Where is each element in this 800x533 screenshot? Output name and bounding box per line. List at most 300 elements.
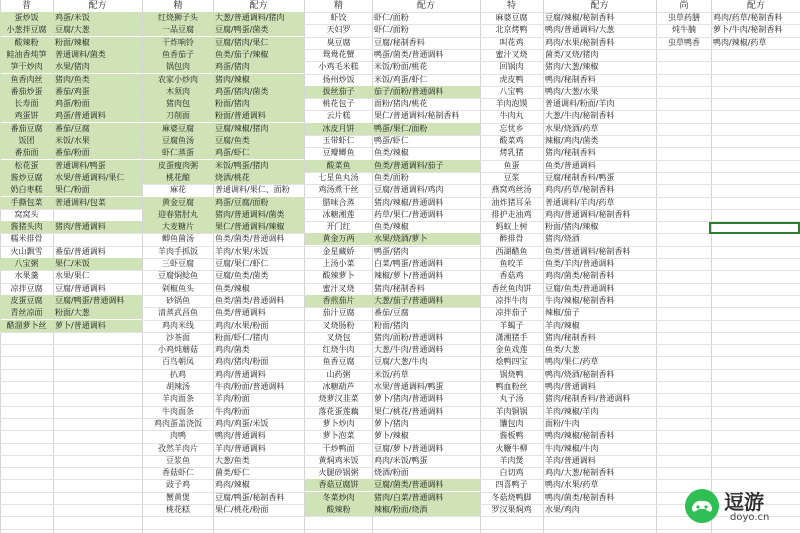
recipe-cell[interactable]: 牛肉/辣椒/秘制香料 xyxy=(545,296,615,305)
dish-cell[interactable]: 鸡蛋饼 xyxy=(0,110,53,122)
dish-cell[interactable]: 凉拌豆腐 xyxy=(10,284,43,293)
recipe-cell[interactable]: 鸭肉/秘制香料 xyxy=(545,75,596,84)
dish-cell[interactable]: 小葱拌豆腐 xyxy=(0,24,53,36)
dish-cell[interactable]: 火鞭牛柳 xyxy=(495,444,528,453)
recipe-cell[interactable]: 羊肉/粉面 xyxy=(215,394,250,403)
dish-cell[interactable]: 香菇豆腐饼 xyxy=(305,479,372,491)
dish-cell[interactable]: 羊肉面条 xyxy=(162,394,194,403)
dish-cell[interactable]: 香煎茄片 xyxy=(305,295,372,307)
recipe-cell[interactable]: 鸭肉/普通调料 xyxy=(545,382,596,391)
dish-cell[interactable]: 羊肉铜锅 xyxy=(495,407,528,416)
recipe-cell[interactable]: 番茄/鸡蛋 xyxy=(53,86,142,98)
recipe-cell[interactable]: 白菜/鸭蛋/普通调料 xyxy=(374,259,444,268)
dish-cell[interactable]: 牛肉面条 xyxy=(162,407,194,416)
recipe-cell[interactable]: 鱼类/普通调料 xyxy=(215,308,266,317)
dish-cell[interactable]: 迎春猪肘丸 xyxy=(143,209,213,221)
recipe-cell[interactable]: 大葱/牛肉/普通调料 xyxy=(374,345,444,354)
recipe-cell[interactable]: 普通调料/羊肉/药草 xyxy=(545,198,615,207)
dish-cell[interactable]: 虾饺 xyxy=(330,13,347,22)
dish-cell[interactable]: 肉鸭 xyxy=(170,431,186,440)
dish-cell[interactable]: 白切鸡 xyxy=(499,468,524,477)
recipe-cell[interactable]: 豆腐/果仁/虾仁 xyxy=(215,259,269,268)
recipe-cell[interactable]: 猪肉/烧酒 xyxy=(545,234,580,243)
recipe-cell[interactable]: 水果/烧酒/药草 xyxy=(545,124,599,133)
recipe-cell[interactable]: 鱼类/普通调料/秘制香料 xyxy=(545,247,631,256)
dish-cell[interactable]: 烤乳猪 xyxy=(499,148,524,157)
dish-cell[interactable]: 虎皮鸭 xyxy=(499,75,524,84)
recipe-cell[interactable]: 番茄/豆腐 xyxy=(374,308,409,317)
recipe-cell[interactable]: 普通调料/鸭蛋 xyxy=(53,160,142,172)
dish-cell[interactable]: 蛋炒饭 xyxy=(0,12,53,24)
recipe-cell[interactable] xyxy=(53,209,142,221)
recipe-cell[interactable]: 鸡肉/大葱/秘制香料 xyxy=(545,468,615,477)
dish-cell[interactable]: 红烧狮子头 xyxy=(143,12,213,24)
dish-cell[interactable]: 皮蛋豆腐 xyxy=(0,295,53,307)
dish-cell[interactable]: 馕包肉 xyxy=(499,419,524,428)
recipe-cell[interactable]: 鸡蛋/猪肉/菌类 xyxy=(213,86,304,98)
recipe-cell[interactable]: 鸭肉/水果/药草 xyxy=(545,480,599,489)
recipe-cell[interactable]: 鸡肉/水果/粉面 xyxy=(215,321,269,330)
dish-cell[interactable]: 番茄面 xyxy=(0,147,53,159)
recipe-cell[interactable]: 鸡肉/药草/秘制香料 xyxy=(713,13,783,22)
recipe-cell[interactable]: 菌类/叉烧/猪肉 xyxy=(545,50,599,59)
dish-cell[interactable]: 萝卜泡菜 xyxy=(322,431,355,440)
recipe-cell[interactable]: 鸡蛋/猪肉 xyxy=(213,61,304,73)
recipe-cell[interactable]: 水果/普通调料/鸭蛋 xyxy=(374,382,444,391)
recipe-cell[interactable]: 鸡肉/水果/秘制香料 xyxy=(545,38,615,47)
dish-cell[interactable]: 麻婆豆腐 xyxy=(143,123,213,135)
dish-cell[interactable]: 牛肉丸 xyxy=(499,111,524,120)
dish-cell[interactable]: 砂锅鱼 xyxy=(166,296,190,305)
recipe-cell[interactable]: 鸭肉/果仁/药草 xyxy=(545,357,599,366)
dish-cell[interactable]: 醉排骨 xyxy=(499,234,524,243)
recipe-cell[interactable]: 鸭肉/辣椒/秘制香料 xyxy=(545,431,615,440)
recipe-cell[interactable]: 鸭蛋/果仁/面粉 xyxy=(372,123,480,135)
dish-cell[interactable]: 黄焖鸡米饭 xyxy=(318,456,359,465)
dish-cell[interactable]: 干炒鸭面 xyxy=(322,444,355,453)
dish-cell[interactable]: 玉带虾仁 xyxy=(322,136,355,145)
dish-cell[interactable]: 桃花酿 xyxy=(143,172,213,184)
dish-cell[interactable]: 鸡汤煮干丝 xyxy=(318,185,359,194)
recipe-cell[interactable]: 鱼类/辣椒 xyxy=(374,222,409,231)
recipe-cell[interactable]: 萝卜/猪肉 xyxy=(374,419,409,428)
dish-cell[interactable]: 胡辣汤 xyxy=(166,382,190,391)
dish-cell[interactable]: 猪肉包 xyxy=(143,98,213,110)
dish-cell[interactable]: 叉烧包 xyxy=(326,333,351,342)
recipe-cell[interactable]: 鱼类/菌类/普通调料 xyxy=(215,296,285,305)
recipe-cell[interactable]: 辣椒/鸡肉/菌类 xyxy=(545,136,599,145)
dish-cell[interactable]: 孜然羊肉片 xyxy=(158,444,198,453)
recipe-cell[interactable]: 鱼类/面粉 xyxy=(374,173,409,182)
recipe-cell[interactable]: 羊肉/普通调料 xyxy=(215,444,266,453)
recipe-cell[interactable]: 鸭肉/菌类/秘制香料 xyxy=(545,493,615,502)
dish-cell[interactable]: 酱板鸭 xyxy=(499,431,524,440)
recipe-cell[interactable]: 水果/普通调料/果仁 xyxy=(53,172,142,184)
recipe-cell[interactable]: 猪肉/秘制香料 xyxy=(374,284,425,293)
column-header[interactable]: 配方 xyxy=(88,1,107,11)
recipe-cell[interactable]: 鸡肉/米饭/鸭蛋 xyxy=(374,456,428,465)
dish-cell[interactable]: 酱炒豆腐 xyxy=(0,172,53,184)
recipe-cell[interactable]: 牛肉/辣椒/牛肉 xyxy=(545,444,599,453)
recipe-cell[interactable]: 果仁/桃花/粉面 xyxy=(215,505,269,514)
recipe-cell[interactable]: 番茄/普通调料 xyxy=(55,247,106,256)
dish-cell[interactable]: 虫草药膳 xyxy=(668,13,700,22)
dish-cell[interactable]: 小鸡炖蘑菇 xyxy=(158,345,198,354)
recipe-cell[interactable]: 面粉/牛肉 xyxy=(545,419,580,428)
dish-cell[interactable]: 豆腐鱼汤 xyxy=(143,135,213,147)
recipe-cell[interactable]: 萝卜/牛肉/秘制香料 xyxy=(713,25,783,34)
dish-cell[interactable]: 凉拌牛肉 xyxy=(495,296,528,305)
recipe-cell[interactable]: 番茄/粉面 xyxy=(53,147,142,159)
column-header[interactable]: 精 xyxy=(173,1,183,11)
column-header[interactable]: 特 xyxy=(506,1,516,11)
dish-cell[interactable]: 豆腐焖鲶鱼 xyxy=(158,271,198,280)
recipe-cell[interactable]: 羊肉/辣椒 xyxy=(545,321,580,330)
dish-cell[interactable]: 蚂蚁上树 xyxy=(495,222,528,231)
dish-cell[interactable]: 山药粥 xyxy=(326,370,351,379)
dish-cell[interactable]: 酸菜鱼 xyxy=(305,160,372,172)
dish-cell[interactable]: 水果羹 xyxy=(14,271,39,280)
recipe-cell[interactable]: 鸡肉/猪肉/粉面 xyxy=(215,357,269,366)
dish-cell[interactable]: 七星鱼丸汤 xyxy=(318,173,359,182)
dish-cell[interactable]: 拔丝茄子 xyxy=(305,86,372,98)
dish-cell[interactable]: 冰糖葫芦 xyxy=(322,382,355,391)
dish-cell[interactable]: 蜜汁叉烧 xyxy=(495,50,528,59)
dish-cell[interactable]: 黄金万两 xyxy=(305,233,372,245)
dish-cell[interactable]: 冬菇烧鸭脚 xyxy=(491,493,532,502)
dish-cell[interactable]: 鲫鱼菌汤 xyxy=(162,234,194,243)
dish-cell[interactable]: 一品豆腐 xyxy=(143,24,213,36)
dish-cell[interactable]: 八宝粥 xyxy=(0,258,53,270)
recipe-cell[interactable]: 鸭蛋/菌类/普通调料 xyxy=(374,50,444,59)
recipe-cell[interactable]: 豆腐/菌类/普通调料 xyxy=(372,479,480,491)
dish-cell[interactable]: 干炸响铃 xyxy=(143,37,213,49)
dish-cell[interactable]: 麻花 xyxy=(170,185,186,194)
dish-cell[interactable]: 豆浆鱼 xyxy=(166,456,190,465)
dish-cell[interactable]: 百鸟朝凤 xyxy=(162,357,194,366)
dish-cell[interactable]: 上汤小菜 xyxy=(322,259,355,268)
recipe-cell[interactable]: 鸡肉/菌类 xyxy=(215,345,250,354)
recipe-cell[interactable]: 茄子/面粉/普通调料 xyxy=(372,86,480,98)
selected-cell[interactable] xyxy=(709,222,800,234)
recipe-cell[interactable]: 果仁/普通调料/辣椒 xyxy=(213,221,304,233)
dish-cell[interactable]: 糯米排骨 xyxy=(10,234,43,243)
recipe-cell[interactable]: 鸡蛋/虾仁 xyxy=(213,147,304,159)
recipe-cell[interactable]: 大葱/牛肉/秘制香料 xyxy=(545,111,615,120)
recipe-cell[interactable]: 羊肉/普通调料 xyxy=(545,456,596,465)
recipe-cell[interactable]: 豆腐/鸭蛋/秘制香料 xyxy=(215,493,285,502)
dish-cell[interactable]: 刀削面 xyxy=(143,110,213,122)
recipe-cell[interactable]: 水果/果仁 xyxy=(55,271,90,280)
dish-cell[interactable]: 手撕包菜 xyxy=(0,197,53,209)
recipe-cell[interactable]: 粉面/虾仁/猪肉 xyxy=(215,333,269,342)
recipe-cell[interactable]: 猪肉/面粉/普通调料 xyxy=(374,333,444,342)
column-header[interactable]: 配方 xyxy=(249,1,268,11)
recipe-cell[interactable]: 水果/猪肉 xyxy=(53,61,142,73)
dish-cell[interactable]: 豉子鸡 xyxy=(166,480,190,489)
recipe-cell[interactable]: 鱼类/菌类/普通调料 xyxy=(215,234,285,243)
recipe-cell[interactable]: 豆腐/鸭蛋/菌类 xyxy=(213,24,304,36)
dish-cell[interactable]: 炖牛腩 xyxy=(672,25,696,34)
dish-cell[interactable]: 红烧牛肉 xyxy=(322,345,355,354)
dish-cell[interactable]: 臭豆腐 xyxy=(326,38,351,47)
dish-cell[interactable]: 酸菜鸡 xyxy=(499,136,524,145)
dish-cell[interactable]: 锅烧鸭 xyxy=(499,370,524,379)
dish-cell[interactable]: 木须肉 xyxy=(143,86,213,98)
recipe-cell[interactable] xyxy=(53,233,142,245)
recipe-cell[interactable]: 鸡肉/菌类/秘制香料 xyxy=(545,271,615,280)
column-header[interactable]: 配方 xyxy=(590,1,609,11)
recipe-cell[interactable]: 牛肉/粉面 xyxy=(215,407,250,416)
recipe-cell[interactable]: 米饭/鸡蛋/虾仁 xyxy=(374,75,428,84)
dish-cell[interactable]: 北京烤鸭 xyxy=(495,25,528,34)
dish-cell[interactable]: 香菇鸡 xyxy=(499,271,524,280)
recipe-cell[interactable]: 萝卜/猪肉/普通调料 xyxy=(374,394,444,403)
dish-cell[interactable]: 蜜汁叉烧 xyxy=(322,284,355,293)
recipe-cell[interactable]: 米饭/药草 xyxy=(374,370,409,379)
dish-cell[interactable]: 腊味合蒸 xyxy=(322,198,355,207)
dish-cell[interactable]: 皮蛋瘦肉粥 xyxy=(143,160,213,172)
dish-cell[interactable]: 番茄炒蛋 xyxy=(0,86,53,98)
recipe-cell[interactable]: 鸡肉/普通调料/秘制香料 xyxy=(545,210,631,219)
recipe-cell[interactable]: 猪肉/秘制香料 xyxy=(545,148,596,157)
dish-cell[interactable]: 潇湘猪手 xyxy=(495,333,528,342)
recipe-cell[interactable]: 鸡蛋/豆腐/面粉 xyxy=(213,197,304,209)
dish-cell[interactable]: 鸡肉蛋盖浇饭 xyxy=(154,419,202,428)
recipe-cell[interactable]: 鱼类/茄子/辣椒 xyxy=(213,49,304,61)
recipe-cell[interactable]: 米饭/鸭蛋/猪肉 xyxy=(213,160,304,172)
recipe-cell[interactable]: 普通调料/果仁、面粉 xyxy=(215,185,290,194)
recipe-cell[interactable]: 烧酒/粉面 xyxy=(374,468,409,477)
recipe-cell[interactable]: 鱼类/普通调料 xyxy=(545,161,596,170)
recipe-cell[interactable]: 水果/鸡肉 xyxy=(545,505,580,514)
recipe-cell[interactable]: 鸭蛋/虾仁 xyxy=(374,136,409,145)
column-header[interactable]: 尚 xyxy=(679,1,689,11)
dish-cell[interactable]: 鱼香茄子 xyxy=(143,49,213,61)
dish-cell[interactable]: 冰皮月饼 xyxy=(305,123,372,135)
dish-cell[interactable]: 扒鸡 xyxy=(170,370,186,379)
recipe-cell[interactable]: 豆腐/辣椒/秘制香料 xyxy=(545,13,615,22)
dish-cell[interactable]: 四喜鸭子 xyxy=(495,480,528,489)
dish-cell[interactable]: 罗汉果焖鸡 xyxy=(491,505,532,514)
dish-cell[interactable]: 排护走油鸡 xyxy=(491,210,532,219)
dish-cell[interactable]: 黄金豆腐 xyxy=(143,197,213,209)
dish-cell[interactable]: 沙茶面 xyxy=(166,333,190,342)
dish-cell[interactable]: 烩鸭四宝 xyxy=(495,357,528,366)
recipe-cell[interactable]: 鸡肉/普通调料 xyxy=(215,370,266,379)
recipe-cell[interactable]: 大葱/普通调料/猪肉 xyxy=(213,12,304,24)
recipe-cell[interactable]: 萝卜/普通调料 xyxy=(53,320,142,332)
dish-cell[interactable]: 虾仁蒸蛋 xyxy=(143,147,213,159)
recipe-cell[interactable]: 虾仁/面粉 xyxy=(374,13,409,22)
dish-cell[interactable]: 酸辣粉 xyxy=(0,37,53,49)
dish-cell[interactable]: 凉拌茄子 xyxy=(495,308,528,317)
dish-cell[interactable]: 鸳鸯花蟹 xyxy=(322,50,355,59)
dish-cell[interactable]: 羊肉煲 xyxy=(499,456,524,465)
recipe-cell[interactable]: 豆腐/鱼类/普通调料 xyxy=(545,284,615,293)
dish-cell[interactable]: 丸子汤 xyxy=(499,394,524,403)
dish-cell[interactable]: 金星藏娇 xyxy=(322,247,355,256)
dish-cell[interactable]: 叉烧肠粉 xyxy=(322,321,355,330)
dish-cell[interactable]: 香丝鱼肉饼 xyxy=(491,284,532,293)
recipe-cell[interactable]: 粉面/大葱 xyxy=(53,307,142,319)
dish-cell[interactable]: 鱼咬羊 xyxy=(499,259,524,268)
recipe-cell[interactable]: 普通调料/菌类 xyxy=(53,49,142,61)
dish-cell[interactable]: 烧萝汉韭菜 xyxy=(318,394,359,403)
column-header[interactable]: 配方 xyxy=(746,1,765,11)
dish-cell[interactable]: 开门红 xyxy=(326,222,351,231)
recipe-cell[interactable]: 面粉/猪肉/桃花 xyxy=(374,99,428,108)
recipe-cell[interactable]: 普通调料/粉面/羊肉 xyxy=(545,99,615,108)
dish-cell[interactable]: 萝卜炒肉 xyxy=(322,419,355,428)
recipe-cell[interactable]: 果仁/米饭 xyxy=(53,258,142,270)
recipe-cell[interactable]: 鸭肉/大葱/水果 xyxy=(545,87,599,96)
recipe-cell[interactable]: 鸡蛋/米饭 xyxy=(53,12,142,24)
recipe-cell[interactable]: 鱼类/辣椒 xyxy=(374,148,409,157)
dish-cell[interactable]: 饭团 xyxy=(0,135,53,147)
recipe-cell[interactable]: 米饭/水果 xyxy=(53,135,142,147)
recipe-cell[interactable]: 豆腐/大葱/牛肉 xyxy=(374,357,428,366)
recipe-cell[interactable]: 辣椒/粉面/烧酒 xyxy=(372,504,480,516)
recipe-cell[interactable]: 猪肉/白菜/普通调料 xyxy=(372,492,480,504)
recipe-cell[interactable]: 鸡肉/鸡蛋/米饭 xyxy=(215,419,269,428)
recipe-cell[interactable]: 豆腐/普通调料 xyxy=(55,284,106,293)
recipe-cell[interactable]: 大葱/鱼类 xyxy=(215,456,250,465)
dish-cell[interactable]: 番茄豆腐 xyxy=(0,123,53,135)
recipe-cell[interactable]: 豆腐/鱼类/菌类 xyxy=(215,271,269,280)
recipe-cell[interactable]: 辣椒/茄子 xyxy=(545,308,580,317)
dish-cell[interactable]: 剁椒鱼头 xyxy=(162,284,194,293)
dish-cell[interactable]: 西湖醋鱼 xyxy=(495,247,528,256)
recipe-cell[interactable]: 豆腐/辣椒/猪肉 xyxy=(213,123,304,135)
dish-cell[interactable]: 油炸猪耳朵 xyxy=(491,198,532,207)
recipe-cell[interactable]: 水果/烧酒/萝卜 xyxy=(372,233,480,245)
recipe-cell[interactable]: 猪肉/普通调料 xyxy=(53,221,142,233)
recipe-cell[interactable]: 牛肉/粉面/普通调料 xyxy=(215,382,285,391)
dish-cell[interactable]: 豆瓣鲫鱼 xyxy=(322,148,355,157)
recipe-cell[interactable]: 粉面/普通调料 xyxy=(213,110,304,122)
dish-cell[interactable]: 鱼蛋 xyxy=(503,161,520,170)
recipe-cell[interactable]: 鱼类/辣椒 xyxy=(215,284,250,293)
recipe-cell[interactable]: 猪肉/大葱/辣椒 xyxy=(545,62,599,71)
dish-cell[interactable]: 奶白枣糕 xyxy=(0,184,53,196)
dish-cell[interactable]: 火山飘雪 xyxy=(10,247,43,256)
recipe-cell[interactable]: 豆腐/猪肉/果仁 xyxy=(213,37,304,49)
dish-cell[interactable]: 长寿面 xyxy=(0,98,53,110)
dish-cell[interactable]: 鸡肉米线 xyxy=(162,321,194,330)
dish-cell[interactable]: 锅包肉 xyxy=(143,61,213,73)
recipe-cell[interactable]: 猪肉/辣椒/普通调料 xyxy=(374,198,444,207)
recipe-cell[interactable]: 鸭肉/普通调料/大葱 xyxy=(545,25,615,34)
recipe-cell[interactable]: 鸭蛋/猪肉 xyxy=(374,247,409,256)
recipe-cell[interactable]: 菌类/虾仁 xyxy=(215,468,250,477)
recipe-cell[interactable]: 豆腐/秘制香料 xyxy=(374,38,425,47)
dish-cell[interactable]: 蟹黄煲 xyxy=(166,493,190,502)
recipe-cell[interactable]: 萝卜/辣椒 xyxy=(374,431,409,440)
recipe-cell[interactable]: 猪肉/秘制香料/普通调料 xyxy=(545,394,631,403)
recipe-cell[interactable]: 鱼类/羊肉/普通调料 xyxy=(545,259,615,268)
dish-cell[interactable]: 茄汁豆腐 xyxy=(322,308,355,317)
recipe-cell[interactable]: 烧酒/桃花 xyxy=(213,172,304,184)
dish-cell[interactable]: 鲑油香炖笋 xyxy=(0,49,53,61)
recipe-cell[interactable]: 鱼类/大葱 xyxy=(545,345,580,354)
recipe-cell[interactable]: 辣椒/萝卜/普通调料 xyxy=(374,271,444,280)
column-header[interactable]: 精 xyxy=(333,1,343,11)
dish-cell[interactable]: 金鱼戏莲 xyxy=(495,345,528,354)
recipe-cell[interactable]: 大葱/茄子/普通调料 xyxy=(372,295,480,307)
dish-cell[interactable]: 叫花鸡 xyxy=(499,38,524,47)
recipe-cell[interactable]: 粉面/猪肉/辣椒 xyxy=(545,222,599,231)
recipe-cell[interactable]: 猪肉/普通调料/菌类 xyxy=(213,209,304,221)
recipe-cell[interactable]: 豆腐/鱼类 xyxy=(213,135,304,147)
dish-cell[interactable]: 青丝凉面 xyxy=(0,307,53,319)
dish-cell[interactable]: 燕窝鸡丝汤 xyxy=(491,185,532,194)
recipe-cell[interactable]: 鸭肉/烧酒/秘制香料 xyxy=(545,370,615,379)
recipe-cell[interactable]: 羊肉/辣椒/羊肉 xyxy=(545,407,599,416)
dish-cell[interactable]: 清蒸武昌鱼 xyxy=(158,308,198,317)
dish-cell[interactable]: 三虾豆腐 xyxy=(162,259,194,268)
recipe-cell[interactable]: 鸡蛋/普通调料 xyxy=(53,110,142,122)
recipe-cell[interactable]: 猪肉/鱼类 xyxy=(53,74,142,86)
recipe-cell[interactable]: 粉面/猪肉 xyxy=(213,98,304,110)
dish-cell[interactable]: 回锅肉 xyxy=(499,62,524,71)
dish-cell[interactable]: 桃花包子 xyxy=(322,99,355,108)
dish-cell[interactable]: 桃花糕 xyxy=(166,505,190,514)
dish-cell[interactable]: 鱼香肉丝 xyxy=(0,74,53,86)
dish-cell[interactable]: 扬州炒饭 xyxy=(322,75,355,84)
recipe-cell[interactable]: 粉面/猪肉 xyxy=(374,321,409,330)
recipe-cell[interactable]: 鱼类/普通调料/茄子 xyxy=(372,160,480,172)
dish-cell[interactable]: 鱼香豆腐 xyxy=(322,357,355,366)
dish-cell[interactable]: 鸭血粉丝 xyxy=(495,382,528,391)
recipe-cell[interactable]: 豆腐/鸭蛋/普通调料 xyxy=(53,295,142,307)
recipe-cell[interactable]: 番茄/豆腐 xyxy=(53,123,142,135)
dish-cell[interactable]: 落花蛋莲藕 xyxy=(318,407,359,416)
dish-cell[interactable]: 火腿砂锅粥 xyxy=(318,468,359,477)
dish-cell[interactable]: 冬菜炒肉 xyxy=(305,492,372,504)
dish-cell[interactable]: 笋干炒肉 xyxy=(0,61,53,73)
dish-cell[interactable]: 松花蛋 xyxy=(0,160,53,172)
dish-cell[interactable]: 醋溜萝卜丝 xyxy=(0,320,53,332)
recipe-cell[interactable]: 果仁/普通调料/秘制香料 xyxy=(374,111,460,120)
recipe-cell[interactable]: 粉面/辣椒 xyxy=(53,37,142,49)
recipe-cell[interactable]: 虾仁/面粉 xyxy=(374,25,409,34)
dish-cell[interactable]: 冰糖湘莲 xyxy=(322,210,355,219)
recipe-cell[interactable]: 鸡蛋/粉面 xyxy=(53,98,142,110)
recipe-cell[interactable]: 鸡肉/辣椒 xyxy=(215,480,250,489)
dish-cell[interactable]: 羊肉手抓饭 xyxy=(158,247,198,256)
recipe-cell[interactable]: 鸡肉/药草/秘制香料 xyxy=(545,185,615,194)
dish-cell[interactable]: 八宝鸭 xyxy=(499,87,524,96)
recipe-cell[interactable]: 猪肉/辣椒 xyxy=(213,74,304,86)
recipe-cell[interactable]: 鸭肉/辣椒/药草 xyxy=(713,38,767,47)
recipe-cell[interactable]: 豆腐/萝卜/普通调料 xyxy=(374,444,444,453)
dish-cell[interactable]: 麻婆豆腐 xyxy=(495,13,528,22)
recipe-cell[interactable]: 豆腐/普通调料/鸡肉 xyxy=(374,185,444,194)
recipe-cell[interactable]: 普通调料/包菜 xyxy=(53,197,142,209)
dish-cell[interactable]: 酸辣粉 xyxy=(305,504,372,516)
dish-cell[interactable]: 豆浆 xyxy=(503,173,520,182)
recipe-cell[interactable]: 果仁/粉面 xyxy=(53,184,142,196)
dish-cell[interactable]: 虫草鸭香 xyxy=(668,38,700,47)
column-header[interactable]: 普 xyxy=(21,1,31,11)
dish-cell[interactable]: 酸辣萝卜 xyxy=(322,271,355,280)
recipe-cell[interactable]: 豆腐/秘制香料/鸭蛋 xyxy=(545,173,615,182)
dish-cell[interactable]: 羊蝎子 xyxy=(499,321,524,330)
recipe-cell[interactable]: 鸭肉/普通调料 xyxy=(215,431,266,440)
column-header[interactable]: 配方 xyxy=(416,1,435,11)
dish-cell[interactable]: 窝窝头 xyxy=(14,210,39,219)
